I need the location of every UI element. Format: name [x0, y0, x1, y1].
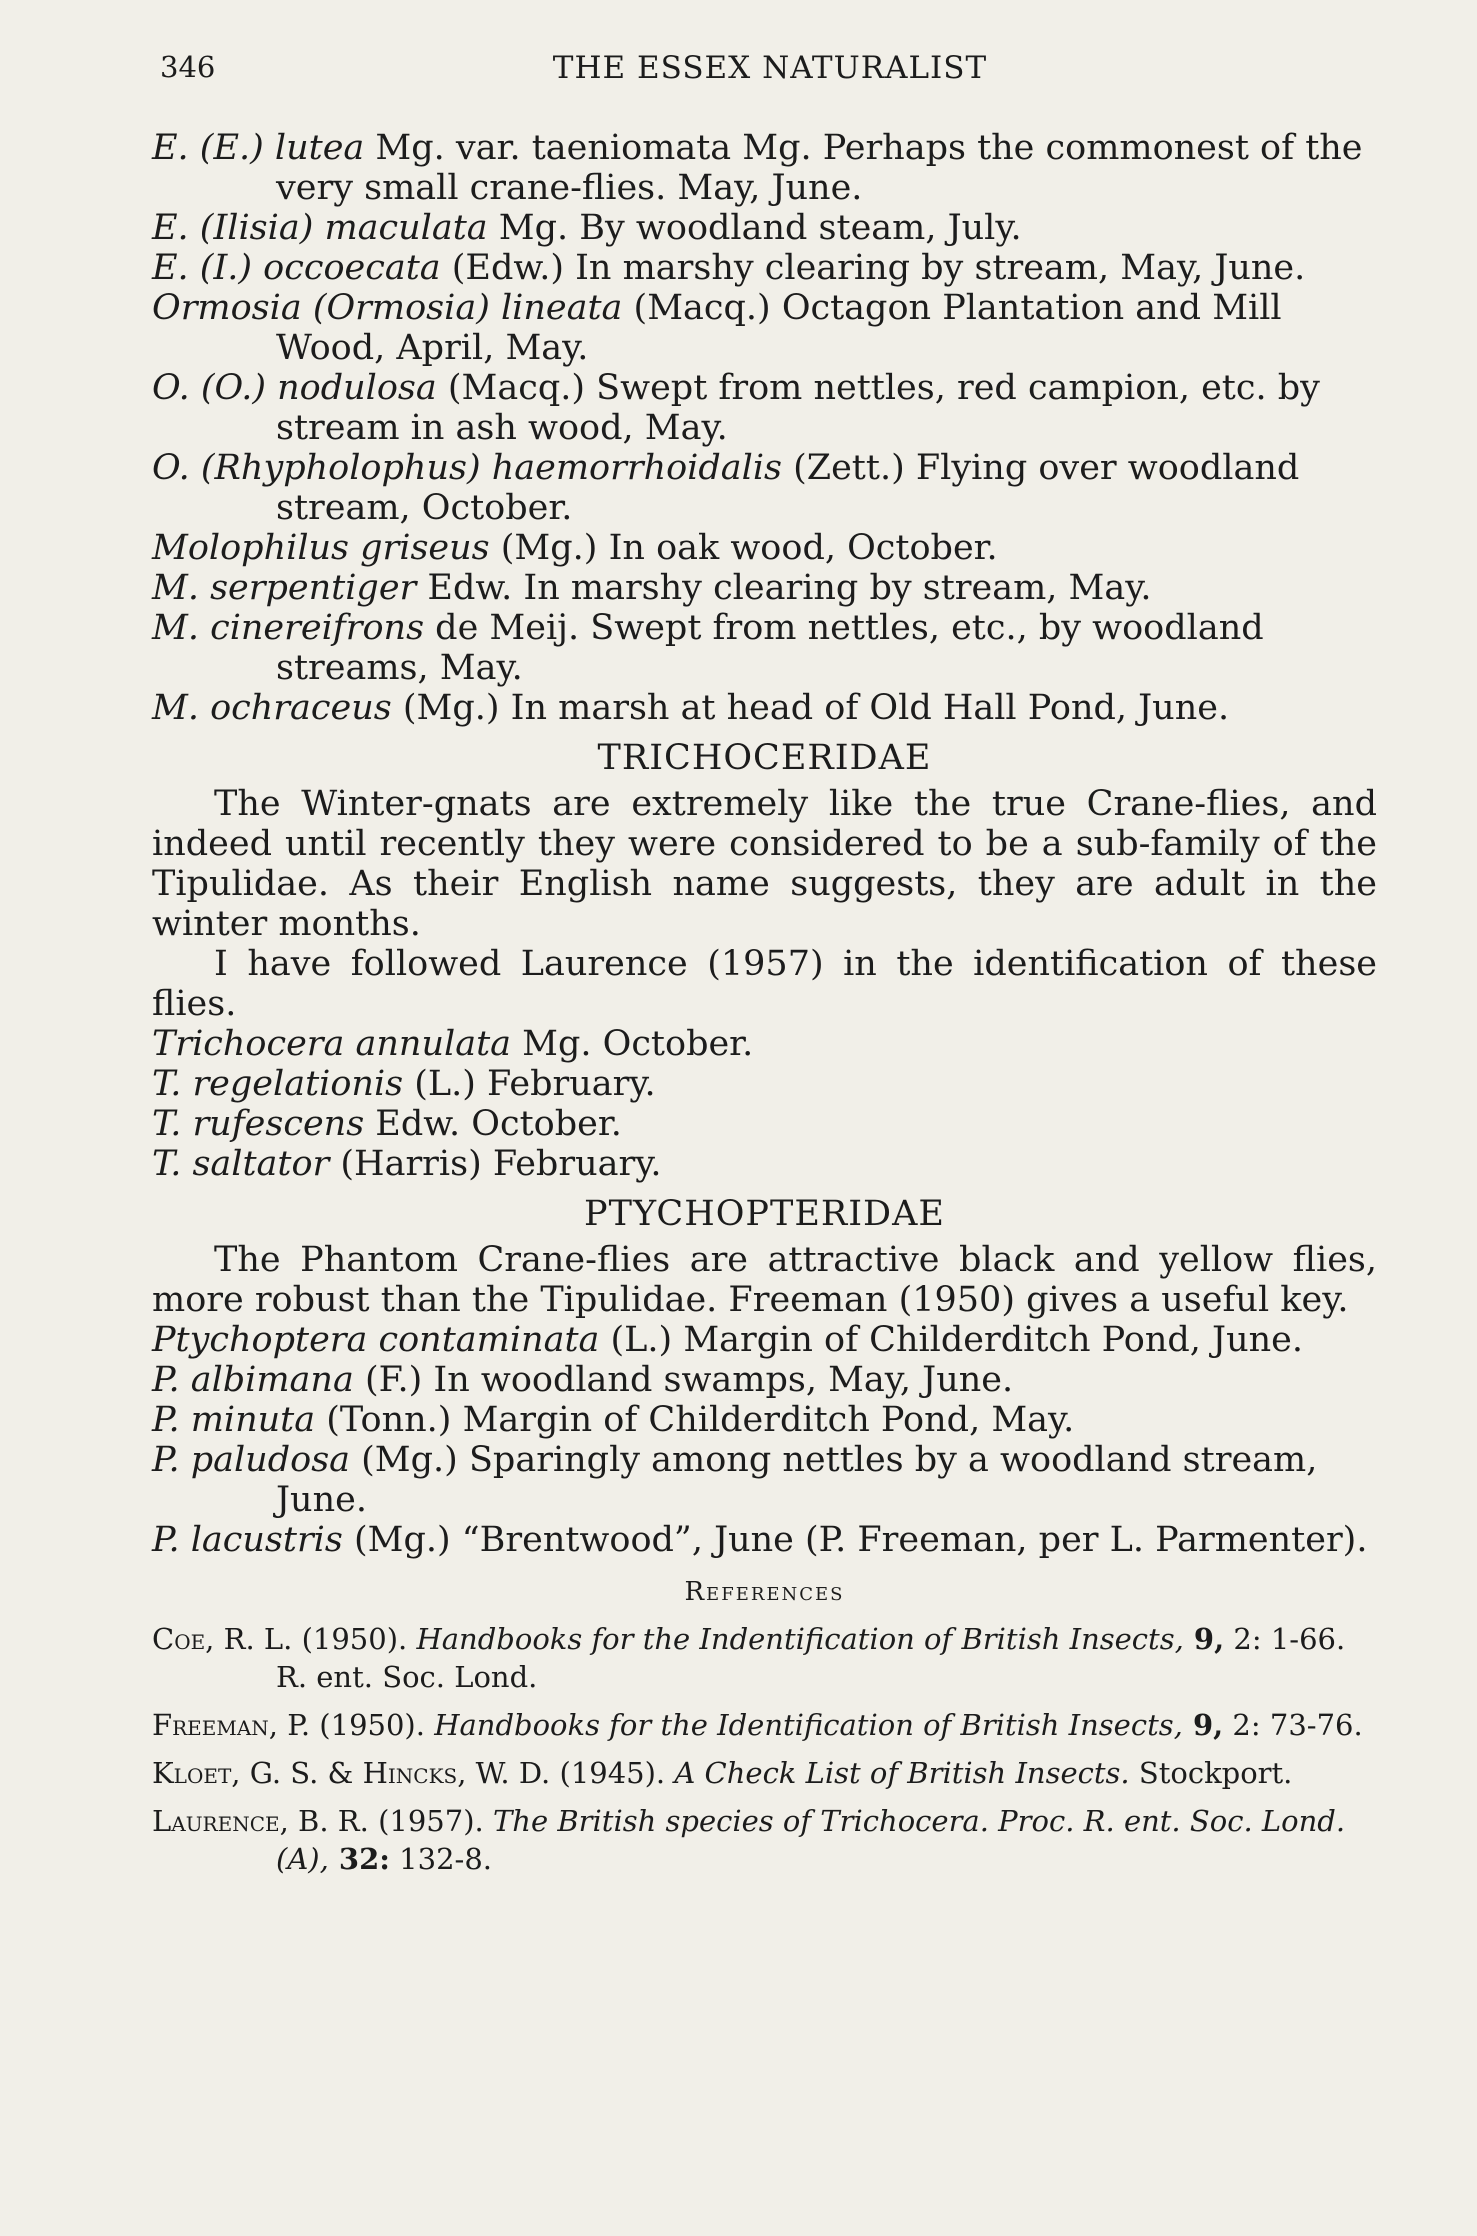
- species-name: E. (I.) occoecata: [152, 248, 441, 288]
- reference-pages: 2: 73-76.: [1223, 1708, 1363, 1742]
- reference-item: [152, 1802, 1377, 1878]
- reference-title: Handbooks for the Identification of British Insects,: [434, 1708, 1183, 1742]
- reference-volume: 9,: [1183, 1622, 1225, 1656]
- page-body: [152, 128, 1377, 1888]
- running-head: THE ESSEX NATURALIST: [552, 50, 988, 86]
- page-number: 346: [160, 50, 216, 84]
- species-name: E. (Ilisia) maculata: [152, 208, 488, 248]
- species-name: P. minuta: [152, 1400, 316, 1440]
- reference-pages: 2: 1-66. R. ent. Soc. Lond.: [276, 1622, 1346, 1694]
- species-entry: [152, 568, 1377, 608]
- species-name: O. (O.) nodulosa: [152, 368, 437, 408]
- species-name: M. cinereifrons: [152, 608, 425, 648]
- species-note: Mg. var. taeniomata Mg. Perhaps the commonest of the very small crane-flies. May, June.: [276, 128, 1363, 208]
- reference-year: (1957).: [368, 1804, 493, 1838]
- species-name: T. saltator: [152, 1144, 330, 1184]
- species-note: Edw. October.: [364, 1104, 622, 1144]
- species-entry: [152, 1360, 1377, 1400]
- species-entry: [152, 208, 1377, 248]
- species-name: Ptychoptera contaminata: [152, 1320, 600, 1360]
- reference-title: A Check List of British Insects.: [674, 1756, 1130, 1790]
- species-list-top: [152, 128, 1377, 728]
- page-header: [160, 50, 1380, 100]
- species-entry: [152, 288, 1377, 368]
- species-note: Mg. October.: [511, 1024, 754, 1064]
- species-note: (L.) Margin of Childerditch Pond, June.: [599, 1320, 1304, 1360]
- reference-item: [152, 1620, 1377, 1696]
- references-heading: References: [684, 1577, 845, 1607]
- reference-author: Freeman, P.: [152, 1708, 311, 1742]
- species-note: (L.) February.: [403, 1064, 656, 1104]
- reference-item: [152, 1754, 1377, 1792]
- reference-year: (1945).: [550, 1756, 675, 1790]
- species-entry: [152, 1520, 1377, 1560]
- reference-volume: 9,: [1182, 1708, 1224, 1742]
- references-list: [152, 1620, 1377, 1878]
- reference-author: Laurence, B. R.: [152, 1804, 369, 1838]
- species-name: P. lacustris: [152, 1520, 343, 1560]
- species-note: (Mg.) Sparingly among nettles by a woodland stream, June.: [276, 1440, 1318, 1520]
- reference-volume: 32:: [328, 1842, 390, 1876]
- section-paragraph: The Winter-gnats are extremely like the true Crane-flies, and indeed until recently they were considered to be a sub-family of the Tipulidae. As their English name suggests, they are adult in the winter months.: [152, 784, 1377, 944]
- species-note: (Macq.) Swept from nettles, red campion, etc. by stream in ash wood, May.: [276, 368, 1320, 448]
- species-entry: [152, 128, 1377, 208]
- reference-title: The British species of Trichocera. Proc. R. ent. Soc. Lond. (A),: [276, 1804, 1346, 1876]
- reference-item: [152, 1706, 1377, 1744]
- section-title-trichoceridae: TRICHOCERIDAE: [597, 738, 932, 778]
- species-note: (Tonn.) Margin of Childerditch Pond, May.: [315, 1400, 1075, 1440]
- section-paragraph: The Phantom Crane-flies are attractive black and yellow flies, more robust than the Tipulidae. Freeman (1950) gives a useful key.: [152, 1240, 1377, 1320]
- species-name: Molophilus griseus: [152, 528, 490, 568]
- species-entry: [152, 1024, 1377, 1064]
- species-note: (Zett.) Flying over woodland stream, October.: [276, 448, 1300, 528]
- species-name: P. paludosa: [152, 1440, 351, 1480]
- species-list-trichoceridae: [152, 1024, 1377, 1184]
- species-entry: [152, 1064, 1377, 1104]
- reference-year: (1950).: [310, 1708, 435, 1742]
- species-note: (Mg.) In oak wood, October.: [489, 528, 998, 568]
- species-entry: [152, 608, 1377, 688]
- reference-pages: 132-8.: [389, 1842, 493, 1876]
- species-entry: [152, 1144, 1377, 1184]
- species-note: (F.) In woodland swamps, May, June.: [353, 1360, 1014, 1400]
- species-name: Ormosia (Ormosia) lineata: [152, 288, 623, 328]
- species-name: T. rufescens: [152, 1104, 365, 1144]
- species-note: (Mg.) “Brentwood”, June (P. Freeman, per L. Parmenter).: [342, 1520, 1368, 1560]
- species-entry: [152, 1400, 1377, 1440]
- species-note: de Meij. Swept from nettles, etc., by woodland streams, May.: [276, 608, 1264, 688]
- reference-title: Handbooks for the Indentification of British Insects,: [416, 1622, 1184, 1656]
- species-note: (Mg.) In marsh at head of Old Hall Pond, June.: [391, 688, 1230, 728]
- species-note: (Edw.) In marshy clearing by stream, May, June.: [440, 248, 1306, 288]
- species-name: M. ochraceus: [152, 688, 392, 728]
- species-note: Mg. By woodland steam, July.: [487, 208, 1022, 248]
- species-entry: [152, 528, 1377, 568]
- species-list-ptychopteridae: [152, 1320, 1377, 1560]
- section-title-ptychopteridae: PTYCHOPTERIDAE: [584, 1194, 945, 1234]
- reference-author: Coe, R. L.: [152, 1622, 293, 1656]
- species-name: P. albimana: [152, 1360, 354, 1400]
- species-name: M. serpentiger: [152, 568, 417, 608]
- species-entry: [152, 448, 1377, 528]
- species-entry: [152, 1320, 1377, 1360]
- reference-year: (1950).: [292, 1622, 417, 1656]
- section-paragraph: I have followed Laurence (1957) in the identification of these flies.: [152, 944, 1377, 1024]
- species-note: Edw. In marshy clearing by stream, May.: [416, 568, 1152, 608]
- species-name: Trichocera annulata: [152, 1024, 512, 1064]
- species-note: (Macq.) Octagon Plantation and Mill Wood, April, May.: [276, 288, 1282, 368]
- species-name: T. regelationis: [152, 1064, 404, 1104]
- species-name: O. (Rhypholophus) haemorrhoidalis: [152, 448, 782, 488]
- reference-pages: Stockport.: [1129, 1756, 1293, 1790]
- species-entry: [152, 688, 1377, 728]
- species-entry: [152, 368, 1377, 448]
- species-entry: [152, 1104, 1377, 1144]
- species-note: (Harris) February.: [329, 1144, 662, 1184]
- reference-author: Kloet, G. S. & Hincks, W. D.: [152, 1756, 551, 1790]
- species-name: E. (E.) lutea: [152, 128, 365, 168]
- species-entry: [152, 248, 1377, 288]
- species-entry: [152, 1440, 1377, 1520]
